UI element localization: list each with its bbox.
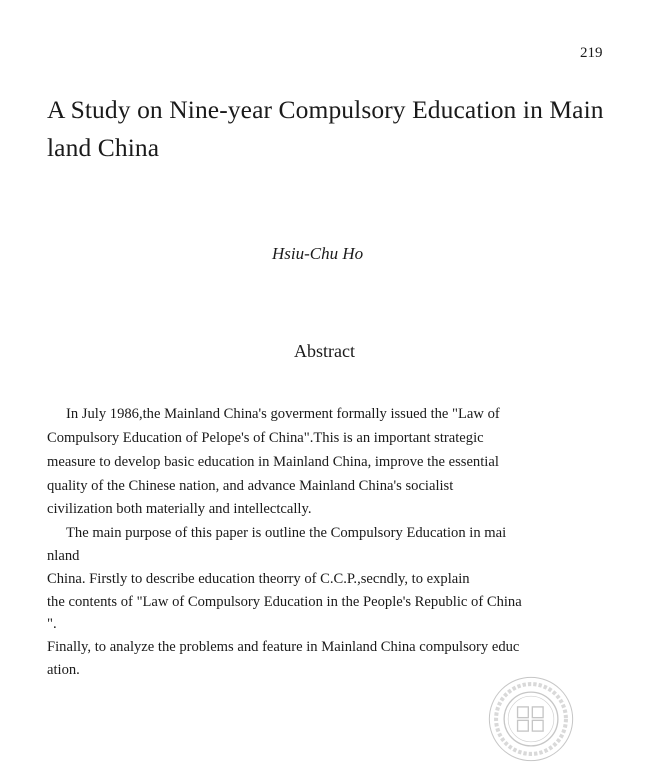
abstract-line: nland <box>47 548 80 564</box>
title-line-1: A Study on Nine-year Compulsory Education in Main <box>47 95 604 124</box>
abstract-line: measure to develop basic education in Mainland China, improve the essential <box>47 454 499 470</box>
abstract-line: China. Firstly to describe education theorry of C.C.P.,secndly, to explain <box>47 571 470 587</box>
abstract-line: The main purpose of this paper is outline the Compulsory Education in mai <box>66 525 507 541</box>
abstract-line: the contents of "Law of Compulsory Education in the People's Republic of China <box>47 594 522 610</box>
author: Hsiu-Chu Ho <box>272 244 364 263</box>
abstract-line: Compulsory Education of Pelope's of China".This is an important strategic <box>47 430 484 446</box>
library-seal-stamp <box>488 676 574 762</box>
abstract-line: ". <box>47 616 57 632</box>
abstract-line: quality of the Chinese nation, and advance Mainland China's socialist <box>47 478 454 494</box>
page-number: 219 <box>580 45 603 61</box>
title-line-2: land China <box>47 133 160 162</box>
abstract-line: ation. <box>47 662 80 678</box>
abstract-line: civilization both materially and intellectcally. <box>47 501 312 517</box>
abstract-line: Finally, to analyze the problems and feature in Mainland China compulsory educ <box>47 639 520 655</box>
abstract-heading: Abstract <box>294 341 355 361</box>
abstract-line: In July 1986,the Mainland China's goverment formally issued the "Law of <box>66 406 500 422</box>
